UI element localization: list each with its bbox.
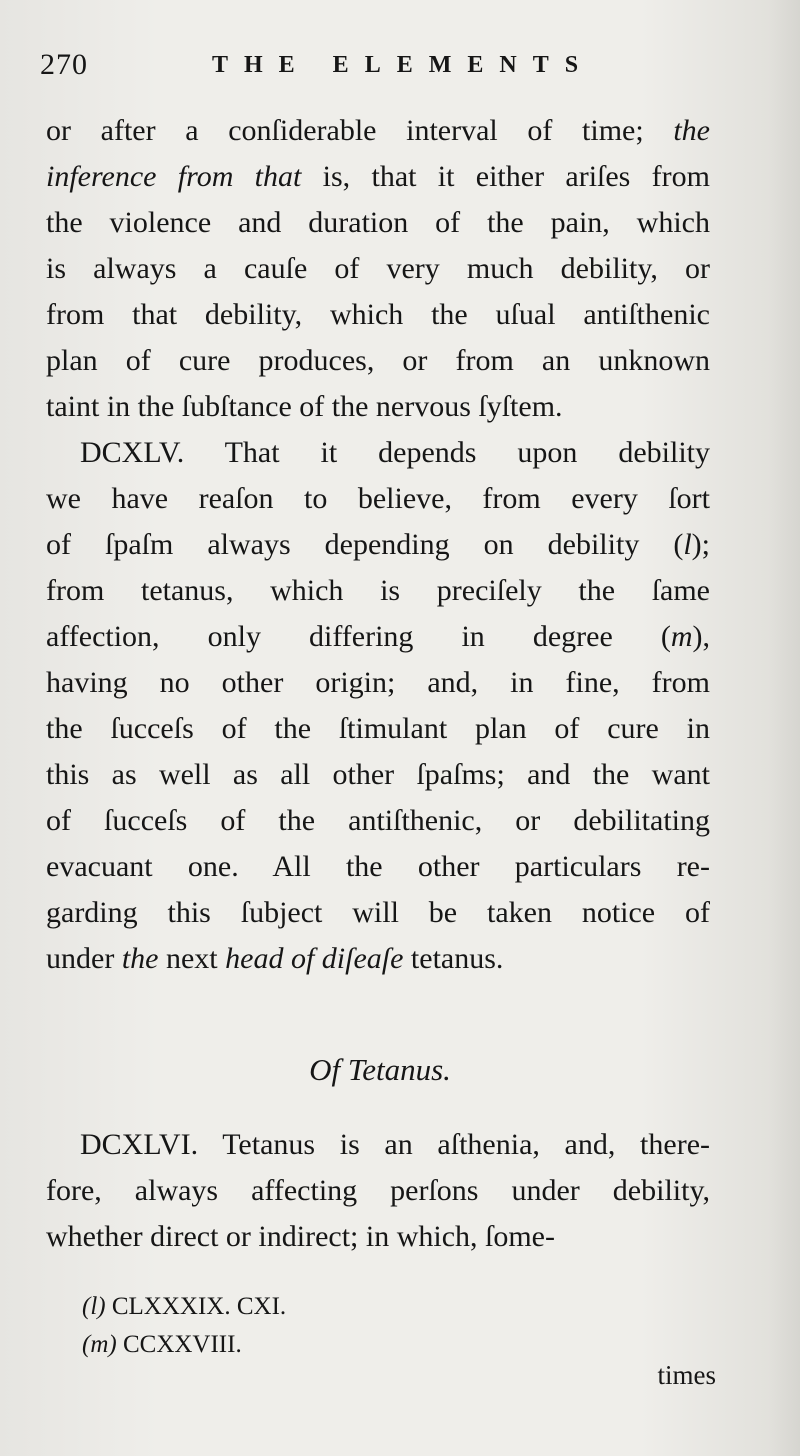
italic-text: l [683,528,692,561]
text-run: the ſucceſs of the ſtimulant plan of cure in [46,712,710,745]
text-line [46,200,710,246]
text-line [46,1214,710,1260]
text-run: evacuant one. All the other particulars re- [46,850,710,883]
text-line [46,936,710,982]
text-run: fore, always affecting perſons under debility, [46,1174,710,1207]
footnote-m [82,1326,682,1364]
italic-text: head of diſeaſe [225,942,404,975]
text-run: next [158,942,226,975]
italic-text: m [670,620,693,653]
text-run: plan of cure produces, or from an unknown [46,344,710,377]
text-line [46,706,710,752]
text-run: the violence and duration of the pain, which [46,206,710,239]
footnote-l [82,1288,682,1326]
text-line [46,338,710,384]
text-line [46,614,710,660]
text-run: of ſpaſm always depending on debility ( [46,528,684,561]
catchword: times [657,1360,716,1390]
text-run: this as well as all other ſpaſms; and the want [46,758,710,791]
text-line [46,384,710,430]
page-number: 270 [40,48,88,81]
text-line [46,1122,710,1168]
text-line [46,752,710,798]
italic-text: the [673,114,710,147]
text-line [46,660,710,706]
text-line [46,430,710,476]
text-line [46,798,710,844]
text-line [46,292,710,338]
footnote-mark: (l) [82,1293,106,1320]
text-run: ), [692,620,710,653]
text-run: is, that it either ariſes from [301,160,710,193]
footnote-text: CLXXXIX. CXI. [105,1293,287,1320]
text-run: taint in the ſubſtance of the nervous ſyſtem. [46,390,563,423]
text-line [46,522,710,568]
text-run: we have reaſon to believe, from every ſort [46,482,710,515]
text-line [46,568,710,614]
text-run: or after a conſiderable interval of time; [46,114,674,147]
text-line [46,108,710,154]
text-line [46,476,710,522]
paragraph-dcxlv [46,430,710,982]
text-run: from that debility, which the uſual antiſthenic [46,298,710,331]
text-run: whether direct or indirect; in which, ſome- [46,1220,555,1253]
main-text [46,108,710,982]
paragraph-continuation [46,108,710,430]
footnotes [82,1288,682,1364]
text-line [46,1168,710,1214]
text-run: tetanus. [403,942,504,975]
text-line [46,246,710,292]
text-line [46,890,710,936]
text-run: under [46,942,122,975]
footnote-text: CCXXVIII. [116,1331,242,1358]
text-run: having no other origin; and, in fine, from [46,666,710,699]
section-text [46,1122,710,1260]
paragraph-dcxlvi [46,1122,710,1260]
text-run: DCXLVI. Tetanus is an aſthenia, and, there- [80,1128,710,1161]
page-header [40,48,760,88]
text-run: from tetanus, which is preciſely the ſame [46,574,710,607]
text-run: ); [691,528,710,561]
text-run: garding this ſubject will be taken notice of [46,896,710,929]
text-line [46,844,710,890]
text-line [46,154,710,200]
section-title: Of Tetanus. [309,1052,451,1087]
italic-text: the [121,942,159,975]
italic-text: inference from that [46,160,302,193]
text-run: is always a cauſe of very much debility, or [46,252,710,285]
footnote-mark: (m) [82,1331,117,1358]
running-head: THE ELEMENTS [212,52,595,78]
text-run: DCXLV. That it depends upon debility [80,436,710,469]
text-run: affection, only differing in degree ( [46,620,671,653]
text-run: of ſucceſs of the antiſthenic, or debilitating [46,804,710,837]
